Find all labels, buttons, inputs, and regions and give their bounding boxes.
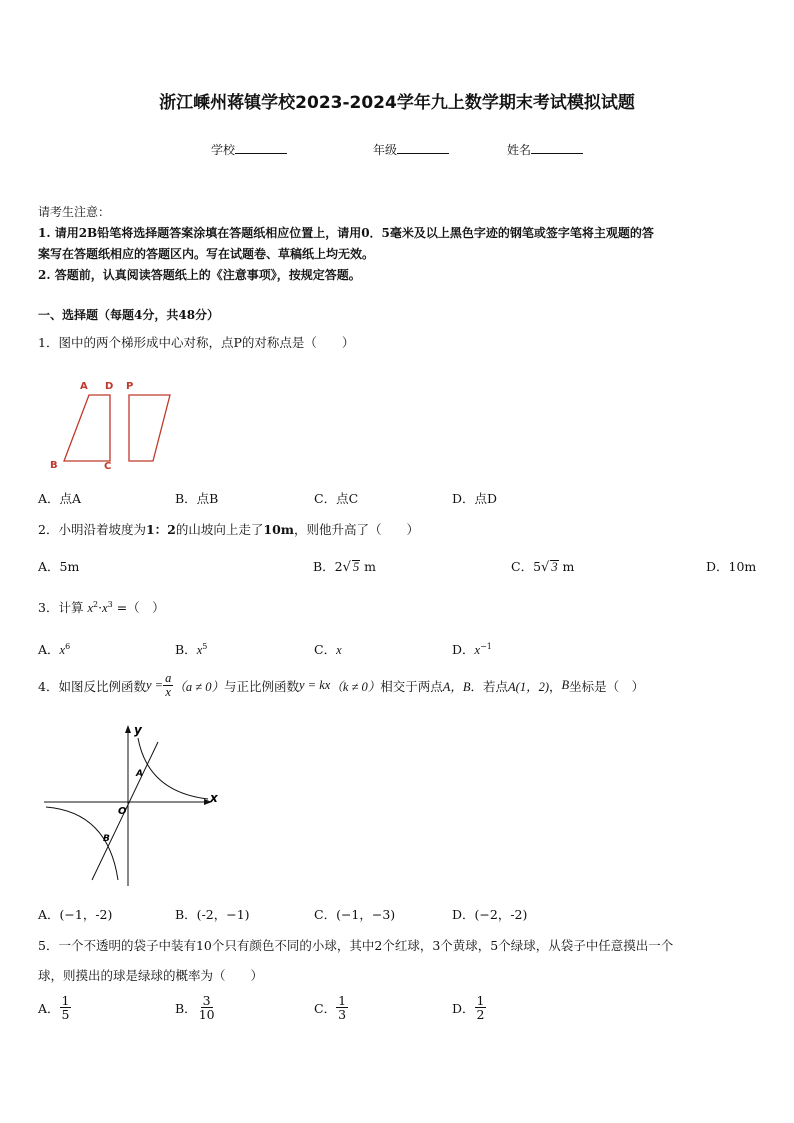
fraction-num: 3 (202, 993, 211, 1008)
fraction-den: 2 (476, 1007, 485, 1023)
q3-option-d-label: D． (452, 642, 475, 657)
q5-option-b[interactable] (175, 994, 217, 1021)
q3-tail: =（ ） (112, 600, 165, 615)
q4-stem-b: 相交于两点 (380, 678, 443, 694)
q3-option-d-exp: −1 (480, 641, 492, 651)
q2-stem-a: 2．小明沿着坡度为 (38, 522, 146, 537)
fraction-den: 3 (338, 1007, 347, 1023)
q3-option-c-label: C． (314, 642, 337, 657)
name-blank (531, 141, 583, 154)
q2-option-b-radicand: 5 (352, 560, 360, 574)
q2-option-b[interactable] (313, 557, 376, 575)
q3-option-a[interactable] (38, 640, 70, 658)
name-field (507, 141, 583, 158)
q4-option-b[interactable]: B．(-2，−1) (175, 907, 250, 922)
section-heading: 一、选择题（每题4分，共48分） (38, 308, 220, 322)
q2-option-c-unit: m (558, 559, 575, 574)
y-axis-label: y (134, 723, 142, 737)
q5-option-b-fraction (197, 994, 217, 1021)
q4-f2: y = kx (298, 678, 331, 693)
q4-stem-mid: 与正比例函数 (223, 678, 299, 694)
q4-cond-1: （a ≠ 0） (173, 679, 224, 694)
label-a: A (80, 381, 88, 392)
point-a-label: A (136, 769, 143, 779)
q2-option-c-pre: C．5 (511, 559, 542, 574)
q2-option-d-text: D．10m (706, 559, 757, 574)
q5-stem-line-1: 5．一个不透明的袋子中装有10个只有颜色不同的小球，其中2个红球，3个黄球，5个绿球，从袋子中任意摸出一个 (38, 938, 674, 953)
q2-option-c-radicand: 3 (551, 560, 558, 574)
q2-option-b-pre: B．2 (313, 559, 343, 574)
school-blank (235, 141, 287, 154)
q2-option-a-text: A．5m (38, 559, 80, 574)
q4-option-d[interactable]: D．(−2，-2) (452, 907, 528, 922)
q4-option-a[interactable]: A．(−1，-2) (38, 907, 113, 922)
q4-points: A，B (442, 679, 471, 694)
q3-stem (38, 598, 165, 616)
q5-option-a-fraction (60, 994, 72, 1021)
trapezoid-right (129, 395, 170, 461)
point-b-label: B (103, 834, 110, 844)
q3-base-2: x (102, 601, 108, 615)
q4-fraction-num: a (165, 671, 172, 685)
origin-label: O (118, 806, 127, 817)
q3-option-d[interactable] (452, 640, 492, 658)
name-label: 姓名 (507, 143, 532, 157)
label-b: B (50, 460, 58, 471)
q1-option-d[interactable]: D．点D (452, 491, 498, 506)
trapezoid-left (64, 395, 110, 461)
q3-option-b-label: B． (175, 642, 197, 657)
radical-sign: √ (541, 560, 550, 575)
q2-option-a[interactable] (38, 557, 79, 575)
school-label: 学校 (211, 143, 236, 157)
q3-dot: · (98, 600, 103, 615)
q4-stem-a: 4．如图反比例函数 (38, 678, 146, 694)
q2-ratio: 1：2 (145, 522, 176, 537)
q3-option-a-base: x (59, 643, 66, 657)
q4-stem (38, 672, 644, 699)
label-p: P (126, 381, 134, 392)
notes-line-1b: 案写在答题纸相应的答题区内。写在试题卷、草稿纸上均无效。 (38, 247, 375, 261)
q5-option-a-label: A． (38, 1000, 60, 1016)
school-field (211, 141, 287, 158)
hyperbola-branch-1 (138, 738, 208, 799)
fraction-den: 5 (61, 1007, 70, 1023)
q4-point-a: A(1，2) (508, 679, 550, 694)
q5-option-c[interactable] (314, 994, 348, 1021)
q3-option-a-label: A． (38, 642, 60, 657)
q4-cond-2: （k ≠ 0） (330, 679, 381, 694)
q3-exp-1: 2 (93, 599, 99, 609)
q5-option-a[interactable] (38, 994, 71, 1021)
q2-distance: 10m (263, 522, 295, 537)
q4-stem-c: ．若点 (470, 678, 509, 694)
q3-option-c-base: x (336, 643, 342, 657)
q4-fraction-den: x (165, 685, 171, 700)
notes-heading: 请考生注意： (38, 205, 111, 219)
q4-stem-e: 坐标是（ ） (569, 678, 645, 694)
notes-line-2: 2. 答题前，认真阅读答题纸上的《注意事项》，按规定答题。 (38, 268, 361, 282)
q1-option-c[interactable]: C．点C (314, 491, 359, 506)
q1-option-b[interactable]: B．点B (175, 491, 219, 506)
q2-stem (38, 520, 419, 538)
q4-graph-figure (40, 720, 220, 888)
y-axis-arrow (125, 725, 131, 733)
q3-option-b[interactable] (175, 640, 207, 658)
q5-option-b-label: B． (175, 1000, 197, 1016)
fraction-den: 10 (198, 1007, 215, 1023)
x-axis-label: x (210, 791, 218, 805)
fraction-num: 1 (476, 993, 485, 1008)
q1-option-a[interactable]: A．点A (38, 491, 82, 506)
q4-fraction (163, 672, 173, 699)
q5-option-c-label: C． (314, 1000, 337, 1016)
q2-option-b-unit: m (360, 559, 377, 574)
q3-option-c[interactable] (314, 640, 342, 658)
q1-trapezoid-figure (44, 376, 184, 476)
q5-option-d-label: D． (452, 1000, 475, 1016)
q3-option-b-exp: 5 (202, 641, 208, 651)
label-c: C (104, 461, 112, 472)
q5-option-d[interactable] (452, 994, 486, 1021)
q3-exp-2: 3 (107, 599, 113, 609)
q3-stem-text: 3．计算 (38, 600, 84, 615)
q4-f1-lhs: y = (145, 678, 164, 693)
fraction-num: 1 (61, 993, 70, 1008)
q2-option-c[interactable] (511, 557, 574, 575)
q5-option-c-fraction (336, 994, 348, 1021)
grade-label: 年级 (373, 143, 398, 157)
grade-blank (397, 141, 449, 154)
q3-option-d-base: x (474, 643, 481, 657)
q3-option-b-base: x (196, 643, 203, 657)
q3-base-1: x (87, 601, 93, 615)
page-title: 浙江嵊州蒋镇学校2023-2024学年九上数学期末考试模拟试题 (159, 93, 635, 113)
q2-stem-c: ，则他升高了（ ） (294, 522, 420, 537)
notes-line-1a: 1. 请用2B铅笔将选择题答案涂填在答题纸相应位置上，请用0．5毫米及以上黑色字迹的钢笔或签字笔将主观题的答 (38, 226, 654, 240)
q5-option-d-fraction (475, 994, 487, 1021)
q2-stem-b: 的山坡向上走了 (175, 522, 264, 537)
q3-option-a-exp: 6 (65, 641, 71, 651)
q5-stem-line-2: 球，则摸出的球是绿球的概率为（ ） (38, 968, 264, 983)
radical-sign: √ (342, 560, 351, 575)
grade-field (373, 141, 449, 158)
q4-point-b: B (561, 678, 570, 693)
q4-stem-d: ， (549, 678, 562, 694)
q2-option-d[interactable] (706, 557, 756, 575)
label-d: D (105, 381, 114, 392)
q1-stem: 1．图中的两个梯形成中心对称，点P的对称点是（ ） (38, 335, 355, 350)
fraction-num: 1 (338, 993, 347, 1008)
q4-option-c[interactable]: C．(−1，−3) (314, 907, 396, 922)
